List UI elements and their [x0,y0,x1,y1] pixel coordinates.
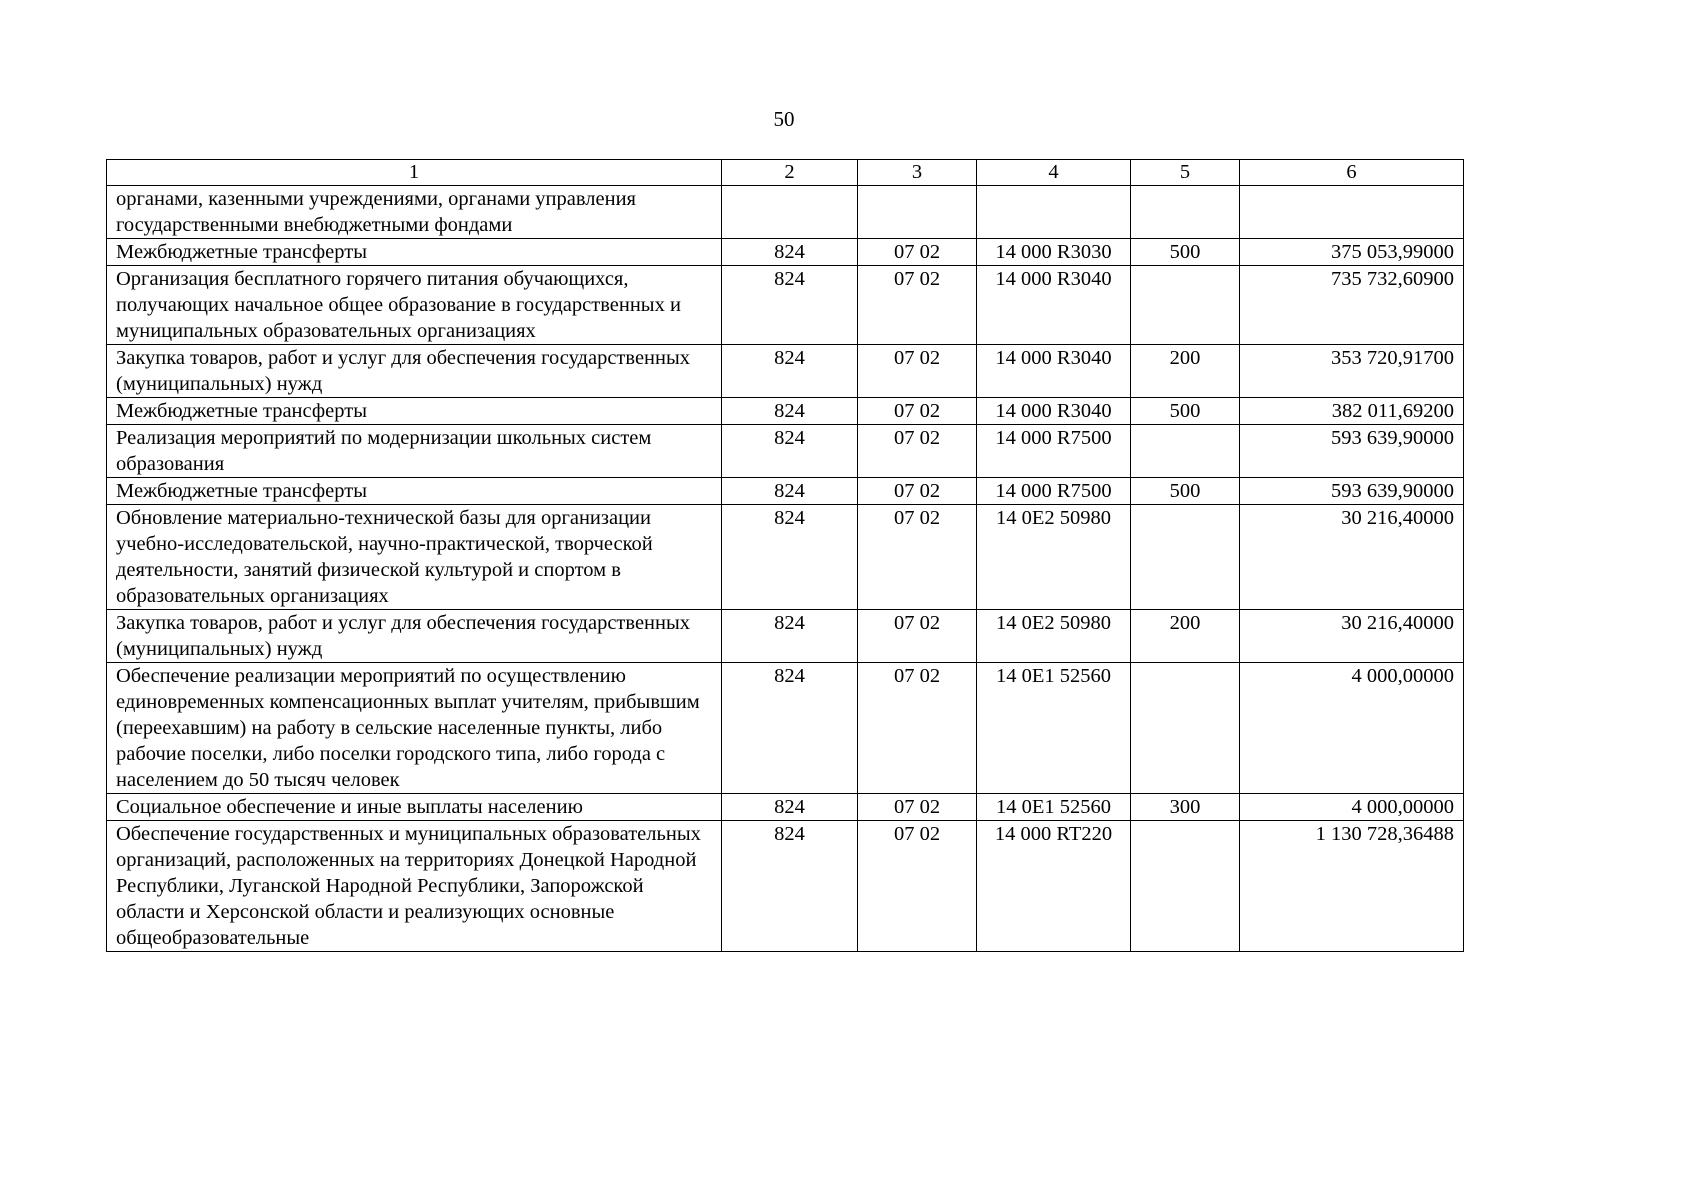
column-header: 5 [1131,160,1240,186]
expense-type-cell: 500 [1131,239,1240,266]
target-article-cell: 14 0E2 50980 [977,505,1131,610]
section-code-cell [858,186,977,239]
table-row [107,398,1464,425]
department-code-cell: 824 [722,610,858,663]
target-article-cell [977,186,1131,239]
section-code-cell: 07 02 [858,505,977,610]
expense-type-cell: 200 [1131,345,1240,398]
expense-type-cell [1131,266,1240,345]
expense-type-cell [1131,186,1240,239]
section-code-cell: 07 02 [858,239,977,266]
department-code-cell: 824 [722,425,858,478]
department-code-cell: 824 [722,821,858,952]
item-name-cell: Межбюджетные трансферты [107,478,722,505]
item-name-cell: Закупка товаров, работ и услуг для обеспечения государственных (муниципальных) нужд [107,610,722,663]
section-code-cell: 07 02 [858,345,977,398]
section-code-cell: 07 02 [858,425,977,478]
item-name-cell: Межбюджетные трансферты [107,398,722,425]
expense-type-cell: 200 [1131,610,1240,663]
section-code-cell: 07 02 [858,821,977,952]
section-code-cell: 07 02 [858,398,977,425]
department-code-cell: 824 [722,398,858,425]
section-code-cell: 07 02 [858,663,977,794]
item-name-cell: Обновление материально-технической базы для организации учебно-исследовательской, научно-практической, творческой деятельности, занятий физической культурой и спортом в образовательных организациях [107,505,722,610]
table-row [107,186,1464,239]
table-row [107,425,1464,478]
department-code-cell: 824 [722,239,858,266]
table-row [107,239,1464,266]
table-row [107,794,1464,821]
department-code-cell: 824 [722,663,858,794]
item-name-cell: Организация бесплатного горячего питания обучающихся, получающих начальное общее образование в государственных и муниципальных образовательных организациях [107,266,722,345]
table-row [107,505,1464,610]
table-body [107,186,1464,952]
amount-cell: 1 130 728,36488 [1240,821,1464,952]
expense-type-cell [1131,663,1240,794]
item-name-cell: Реализация мероприятий по модернизации школьных систем образования [107,425,722,478]
department-code-cell: 824 [722,345,858,398]
section-code-cell: 07 02 [858,266,977,345]
amount-cell: 382 011,69200 [1240,398,1464,425]
column-header: 3 [858,160,977,186]
table-row [107,663,1464,794]
column-header: 4 [977,160,1131,186]
page-number: 50 [773,107,795,131]
expense-type-cell: 500 [1131,398,1240,425]
amount-cell [1240,186,1464,239]
department-code-cell: 824 [722,505,858,610]
target-article-cell: 14 000 R3040 [977,266,1131,345]
amount-cell: 4 000,00000 [1240,794,1464,821]
section-code-cell: 07 02 [858,794,977,821]
section-code-cell: 07 02 [858,478,977,505]
amount-cell: 593 639,90000 [1240,425,1464,478]
department-code-cell: 824 [722,266,858,345]
department-code-cell [722,186,858,239]
table-row [107,610,1464,663]
target-article-cell: 14 0E1 52560 [977,794,1131,821]
section-code-cell: 07 02 [858,610,977,663]
amount-cell: 30 216,40000 [1240,610,1464,663]
amount-cell: 30 216,40000 [1240,505,1464,610]
item-name-cell: Социальное обеспечение и иные выплаты населению [107,794,722,821]
department-code-cell: 824 [722,794,858,821]
item-name-cell: Обеспечение реализации мероприятий по осуществлению единовременных компенсационных выплат учителям, прибывшим (переехавшим) на работу в сельские населенные пункты, либо рабочие поселки, либо поселки городского типа, либо города с населением до 50 тысяч человек [107,663,722,794]
department-code-cell: 824 [722,478,858,505]
target-article-cell: 14 000 R7500 [977,425,1131,478]
amount-cell: 735 732,60900 [1240,266,1464,345]
amount-cell: 4 000,00000 [1240,663,1464,794]
expense-type-cell [1131,425,1240,478]
column-header: 6 [1240,160,1464,186]
item-name-cell: Закупка товаров, работ и услуг для обеспечения государственных (муниципальных) нужд [107,345,722,398]
amount-cell: 353 720,91700 [1240,345,1464,398]
target-article-cell: 14 000 R3030 [977,239,1131,266]
column-header: 2 [722,160,858,186]
budget-table [106,159,1464,952]
amount-cell: 375 053,99000 [1240,239,1464,266]
table-row [107,345,1464,398]
item-name-cell: Межбюджетные трансферты [107,239,722,266]
table-row [107,821,1464,952]
amount-cell: 593 639,90000 [1240,478,1464,505]
column-header: 1 [107,160,722,186]
expense-type-cell: 500 [1131,478,1240,505]
table-header-row [107,160,1464,186]
item-name-cell: органами, казенными учреждениями, органами управления государственными внебюджетными фондами [107,186,722,239]
target-article-cell: 14 000 R7500 [977,478,1131,505]
expense-type-cell [1131,505,1240,610]
target-article-cell: 14 000 R3040 [977,398,1131,425]
expense-type-cell [1131,821,1240,952]
target-article-cell: 14 000 R3040 [977,345,1131,398]
target-article-cell: 14 0E2 50980 [977,610,1131,663]
table-row [107,266,1464,345]
table-row [107,478,1464,505]
expense-type-cell: 300 [1131,794,1240,821]
target-article-cell: 14 0E1 52560 [977,663,1131,794]
item-name-cell: Обеспечение государственных и муниципальных образовательных организаций, расположенных на территориях Донецкой Народной Республики, Луганской Народной Республики, Запорожской области и Херсонской области и реализующих основные общеобразовательные [107,821,722,952]
target-article-cell: 14 000 RT220 [977,821,1131,952]
